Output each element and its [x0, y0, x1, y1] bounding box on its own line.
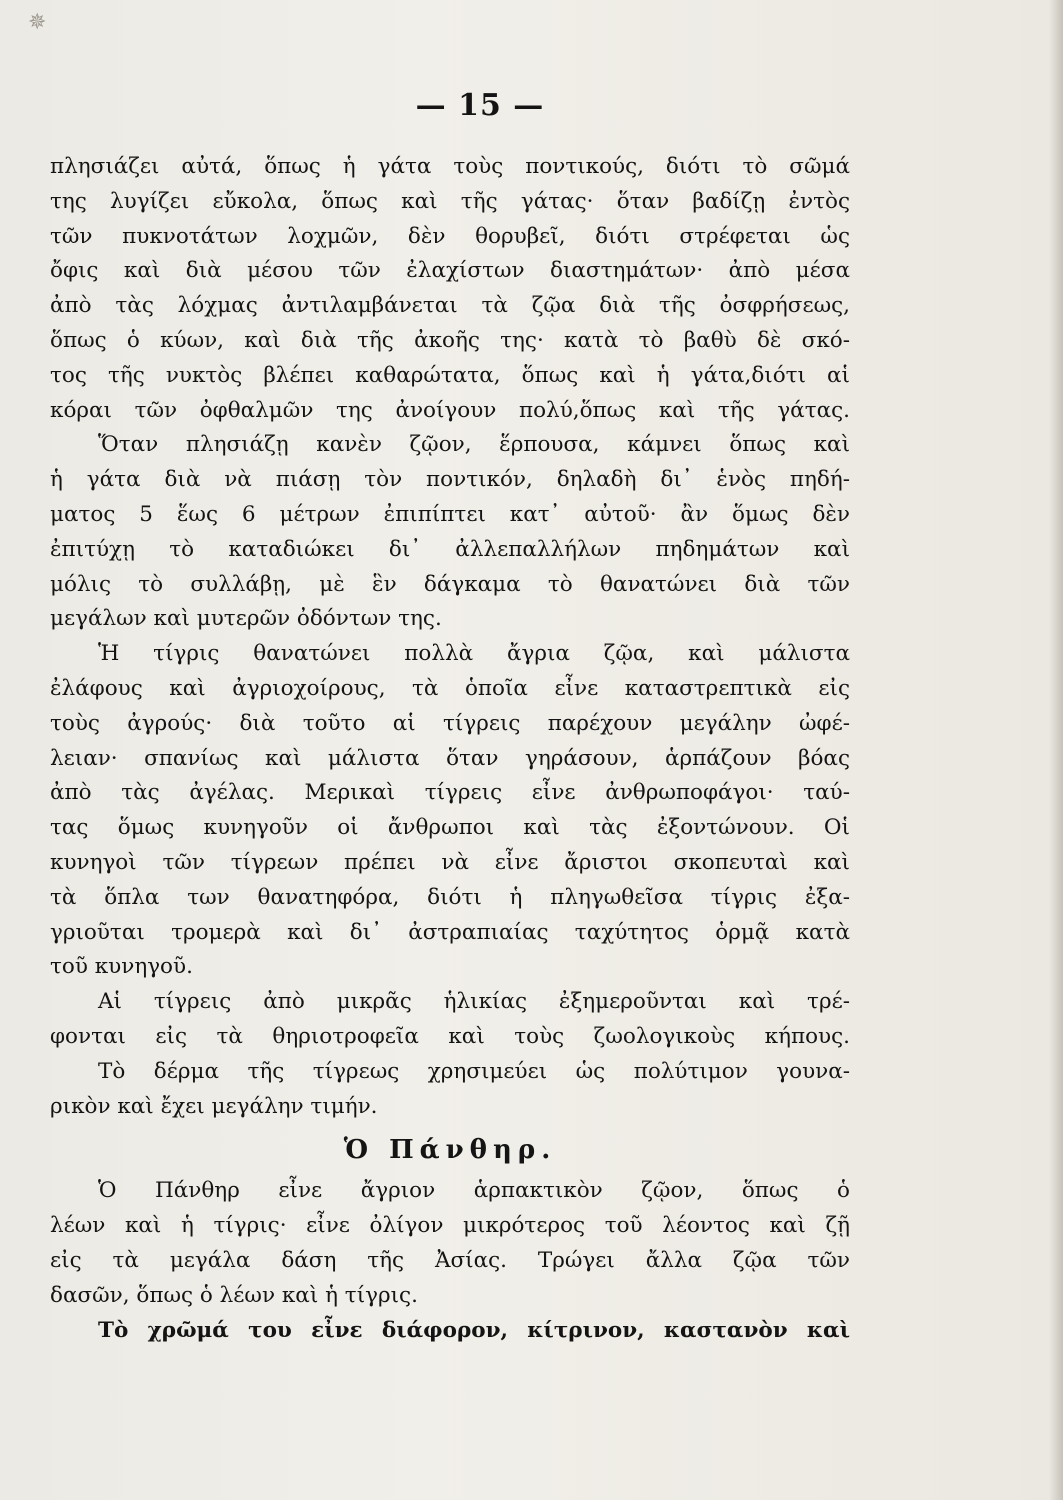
- text-line: δασῶν, ὅπως ὁ λέων καὶ ἡ τίγρις.: [50, 1282, 418, 1308]
- text-line: γριοῦται τρομερὰ καὶ δι᾽ ἀστραπιαίας ταχύτητος ὁρμᾷ κατὰ: [50, 919, 850, 945]
- text-line: της λυγίζει εὔκολα, ὅπως καὶ τῆς γάτας· ὅταν βαδίζῃ ἐντὸς: [50, 188, 850, 214]
- text-line: μεγάλων καὶ μυτερῶν ὀδόντων της.: [50, 606, 442, 632]
- text-line: κόραι τῶν ὀφθαλμῶν της ἀνοίγουν πολύ,ὅπως καὶ τῆς γάτας.: [50, 397, 850, 423]
- section-heading: Ὁ Πάνθηρ.: [343, 1135, 557, 1166]
- text-line: ἐπιτύχῃ τὸ καταδιώκει δι᾽ ἀλλεπαλλήλων πηδημάτων καὶ: [50, 536, 850, 562]
- text-line: τοὺς ἀγρούς· διὰ τοῦτο αἱ τίγρεις παρέχουν μεγάλην ὠφέ-: [50, 710, 850, 736]
- text-line: πλησιάζει αὐτά, ὅπως ἡ γάτα τοὺς ποντικούς, διότι τὸ σῶμά: [50, 154, 850, 179]
- text-line: κυνηγοὶ τῶν τίγρεων πρέπει νὰ εἶνε ἄριστοι σκοπευταὶ καὶ: [50, 849, 850, 875]
- text-line: ρικὸν καὶ ἔχει μεγάλην τιμήν.: [50, 1093, 378, 1119]
- text-line: Ὁ Πάνθηρ εἶνε ἄγριον ἁρπακτικὸν ζῷον, ὅπως ὁ: [98, 1178, 850, 1204]
- text-line: Τὸ χρῶμά του εἶνε διάφορον, κίτρινον, καστανὸν καὶ: [98, 1317, 850, 1343]
- text-line: εἰς τὰ μεγάλα δάση τῆς Ἀσίας. Τρώγει ἄλλα ζῷα τῶν: [50, 1247, 850, 1273]
- text-line: Ὅταν πλησιάζῃ κανὲν ζῷον, ἕρπουσα, κάμνει ὅπως καὶ: [98, 432, 850, 458]
- text-line: ματος 5 ἕως 6 μέτρων ἐπιπίπτει κατ᾽ αὐτοῦ· ἂν ὅμως δὲν: [50, 501, 850, 527]
- text-line: ἀπὸ τὰς ἀγέλας. Μερικαὶ τίγρεις εἶνε ἀνθρωποφάγοι· ταύ-: [50, 780, 850, 806]
- text-line: τος τῆς νυκτὸς βλέπει καθαρώτατα, ὅπως καὶ ἡ γάτα,διότι αἱ: [50, 362, 850, 388]
- text-line: ὄφις καὶ διὰ μέσου τῶν ἐλαχίστων διαστημάτων· ἀπὸ μέσα: [50, 258, 850, 284]
- text-line: λέων καὶ ἡ τίγρις· εἶνε ὀλίγον μικρότερος τοῦ λέοντος καὶ ζῇ: [50, 1213, 850, 1239]
- text-line: ἐλάφους καὶ ἀγριοχοίρους, τὰ ὁποῖα εἶνε καταστρεπτικὰ εἰς: [50, 675, 850, 701]
- text-line: Ἡ τίγρις θανατώνει πολλὰ ἄγρια ζῷα, καὶ μάλιστα: [98, 641, 850, 667]
- text-line: λειαν· σπανίως καὶ μάλιστα ὅταν γηράσουν, ἁρπάζουν βόας: [50, 745, 850, 771]
- text-line: τῶν πυκνοτάτων λοχμῶν, δὲν θορυβεῖ, διότι στρέφεται ὡς: [50, 223, 850, 249]
- page-number: — 15 —: [415, 88, 545, 123]
- text-line: τοῦ κυνηγοῦ.: [50, 954, 193, 980]
- text-line: μόλις τὸ συλλάβῃ, μὲ ἓν δάγκαμα τὸ θανατώνει διὰ τῶν: [50, 571, 850, 597]
- body-text: [50, 150, 850, 1348]
- stain-icon: ✵: [28, 10, 47, 35]
- text-line: ὅπως ὁ κύων, καὶ διὰ τῆς ἀκοῆς της· κατὰ τὸ βαθὺ δὲ σκό-: [50, 327, 850, 353]
- text-line: τας ὅμως κυνηγοῦν οἱ ἄνθρωποι καὶ τὰς ἐξοντώνουν. Οἱ: [50, 815, 850, 841]
- text-line: ἡ γάτα διὰ νὰ πιάσῃ τὸν ποντικόν, δηλαδὴ δι᾽ ἑνὸς πηδή-: [50, 467, 850, 493]
- text-line: τὰ ὅπλα των θανατηφόρα, διότι ἡ πληγωθεῖσα τίγρις ἐξα-: [50, 884, 850, 910]
- text-line: ἀπὸ τὰς λόχμας ἀντιλαμβάνεται τὰ ζῷα διὰ τῆς ὀσφρήσεως,: [50, 293, 850, 319]
- text-line: φονται εἰς τὰ θηριοτροφεῖα καὶ τοὺς ζωολογικοὺς κήπους.: [50, 1023, 850, 1049]
- text-line: Αἱ τίγρεις ἀπὸ μικρᾶς ἡλικίας ἐξημεροῦνται καὶ τρέ-: [98, 989, 850, 1015]
- text-line: Τὸ δέρμα τῆς τίγρεως χρησιμεύει ὡς πολύτιμον γουνα-: [98, 1058, 850, 1084]
